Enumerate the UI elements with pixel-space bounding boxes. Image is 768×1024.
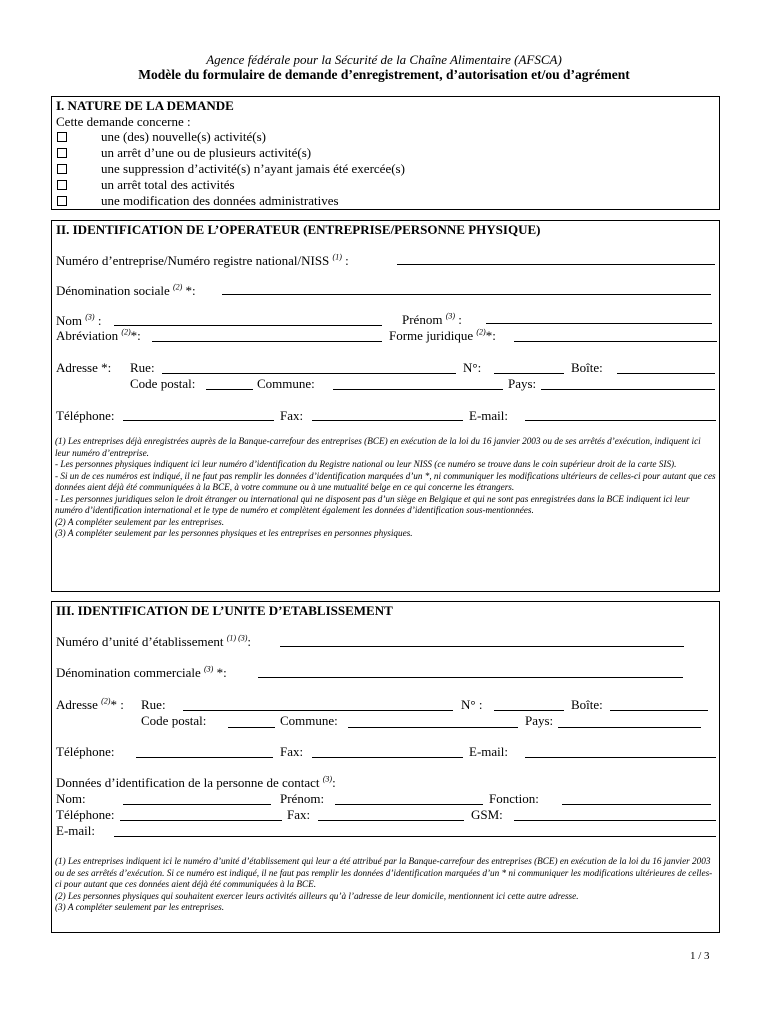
code-postal-field[interactable] (206, 389, 253, 390)
contact-fax-field[interactable] (318, 820, 464, 821)
fax-field[interactable] (312, 420, 463, 421)
abreviation-label: Abréviation $^{(2)}$*: (56, 327, 141, 343)
rue-field[interactable] (183, 710, 453, 711)
footnote: - Les personnes juridiques selon le droit étranger ou international qui ne disposent pas d’un siège en Belgique et qui ne sont pas enregistrées dans la BCE indiquent ici leur numéro d’identification international et le type de numéro et complètent également les données d’identification sous-mentionnées. (55, 493, 690, 515)
footnote: (1) Les entreprises indiquent ici le numéro d’unité d’établissement qui leur a été attribué par la Banque-carrefour des entreprises (BCE) en exécution de la loi du 16 janvier 2003 ou de ses arrêtés d’exécution. Si ce numéro est indiqué, il ne faut pas remplir les données d’identification marquées d’un * ni communiquer les modifications ultérieures de celles-ci pour autant que ces données aient déjà été communiquées à la BCE. (55, 856, 713, 889)
numero-label: N° : (461, 697, 483, 712)
telephone-field[interactable] (136, 757, 273, 758)
commune-field[interactable] (348, 727, 518, 728)
footnote: (2) Les personnes physiques qui souhaitent exercer leurs activités ailleurs qu’à l’adresse de leur domicile, mentionnent ici cette autre adresse. (55, 890, 579, 901)
checkbox-modification-donnees[interactable] (57, 196, 67, 206)
contact-fonction-label: Fonction: (489, 791, 539, 806)
email-label: E-mail: (469, 744, 508, 759)
code-postal-field[interactable] (228, 727, 275, 728)
telephone-field[interactable] (123, 420, 274, 421)
contact-prenom-label: Prénom: (280, 791, 325, 806)
telephone-label: Téléphone: (56, 408, 115, 423)
boite-label: Boîte: (571, 360, 603, 375)
fax-label: Fax: (280, 744, 304, 759)
fax-field[interactable] (312, 757, 463, 758)
commune-field[interactable] (333, 389, 503, 390)
footnote: (2) A compléter seulement par les entreprises. (55, 516, 224, 527)
option-label: un arrêt d’une ou de plusieurs activité(s) (101, 145, 312, 160)
footnote: - Les personnes physiques indiquent ici leur numéro d’identification du Registre national ou leur NISS (ce numéro se trouve dans le coin supérieur droit de la carte SIS). (55, 459, 677, 469)
checkbox-suppression-activite[interactable] (57, 164, 67, 174)
commune-label: Commune: (257, 376, 315, 391)
code-postal-label: Code postal: (141, 713, 207, 728)
numero-field[interactable] (494, 710, 564, 711)
denomination-commerciale-field[interactable] (258, 677, 683, 678)
prenom-label: Prénom $^{(3)}$ : (402, 311, 462, 327)
nom-field[interactable] (114, 325, 382, 326)
abreviation-field[interactable] (152, 341, 382, 342)
numero-label: N°: (463, 360, 482, 375)
numero-entreprise-field[interactable] (397, 264, 715, 265)
nom-label: Nom $^{(3)}$ : (56, 312, 102, 328)
section1-intro: Cette demande concerne : (56, 114, 191, 129)
section2-footnotes (55, 436, 717, 540)
email-field[interactable] (525, 757, 716, 758)
checkbox-arret-activite[interactable] (57, 148, 67, 158)
pays-field[interactable] (541, 389, 715, 390)
pays-label: Pays: (508, 376, 537, 391)
checkbox-nouvelle-activite[interactable] (57, 132, 67, 142)
rue-label: Rue: (141, 697, 166, 712)
section1-title: I. NATURE DE LA DEMANDE (56, 98, 234, 113)
contact-gsm-field[interactable] (514, 820, 716, 821)
pays-field[interactable] (558, 727, 701, 728)
numero-unite-label: Numéro d’unité d’établissement $^{(1) (3)}$: (56, 633, 252, 649)
page-number: 1 / 3 (690, 950, 710, 962)
footnote: (1) Les entreprises déjà enregistrées auprès de la Banque-carrefour des entreprises (BCE) en exécution de la loi du 16 janvier 2003 ou de ses arrêtés d’exécution, indiquent ici leur numéro d’entreprise. (55, 436, 701, 458)
section3-footnotes (55, 856, 717, 914)
email-label: E-mail: (469, 408, 508, 423)
contact-prenom-field[interactable] (335, 804, 483, 805)
rue-label: Rue: (130, 360, 155, 375)
contact-email-field[interactable] (114, 836, 716, 837)
forme-juridique-field[interactable] (514, 341, 717, 342)
contact-fonction-field[interactable] (562, 804, 711, 805)
numero-entreprise-label: Numéro d’entreprise/Numéro registre national/NISS $^{(1)}$ : (56, 252, 349, 268)
code-postal-label: Code postal: (130, 376, 196, 391)
checkbox-arret-total[interactable] (57, 180, 67, 190)
prenom-field[interactable] (486, 323, 712, 324)
option-label: une (des) nouvelle(s) activité(s) (101, 129, 266, 144)
fax-label: Fax: (280, 408, 304, 423)
contact-telephone-field[interactable] (120, 820, 282, 821)
contact-gsm-label: GSM: (471, 807, 503, 822)
contact-telephone-label: Téléphone: (56, 807, 115, 822)
footnote: - Si un de ces numéros est indiqué, il ne faut pas remplir les données d’identification marquées d’un *, ni communiquer les modifications ultérieurs de celles-ci pour autant que ces données aient déjà été communiquées à la BCE, à votre commune ou à une mutualité belge en ce qui concerne les étrangers. (55, 470, 716, 492)
section2-title: II. IDENTIFICATION DE L’OPERATEUR (ENTREPRISE/PERSONNE PHYSIQUE) (56, 222, 541, 237)
contact-section-label: Données d’identification de la personne de contact $^{(3)}$: (56, 774, 336, 790)
denomination-commerciale-label: Dénomination commerciale $^{(3)}$ *: (56, 664, 227, 680)
option-label: une modification des données administratives (101, 193, 339, 208)
email-field[interactable] (525, 420, 716, 421)
denomination-sociale-label: Dénomination sociale $^{(2)}$ *: (56, 282, 196, 298)
footnote: (3) A compléter seulement par les personnes physiques et les entreprises en personnes physiques. (55, 528, 413, 538)
boite-field[interactable] (617, 373, 715, 374)
boite-label: Boîte: (571, 697, 603, 712)
form-title: Modèle du formulaire de demande d’enregistrement, d’autorisation et/ou d’agrément (138, 67, 630, 82)
option-label: une suppression d’activité(s) n’ayant jamais été exercée(s) (101, 161, 405, 176)
adresse-label: Adresse *: (56, 360, 112, 375)
contact-fax-label: Fax: (287, 807, 311, 822)
numero-unite-field[interactable] (280, 646, 684, 647)
contact-nom-label: Nom: (56, 791, 86, 806)
denomination-sociale-field[interactable] (222, 294, 711, 295)
rue-field[interactable] (162, 373, 456, 374)
telephone-label: Téléphone: (56, 744, 115, 759)
forme-juridique-label: Forme juridique $^{(2)}$*: (389, 327, 496, 343)
footnote: (3) A compléter seulement par les entreprises. (55, 902, 224, 912)
numero-field[interactable] (494, 373, 564, 374)
contact-nom-field[interactable] (123, 804, 271, 805)
adresse-label: Adresse $^{(2)}$* : (56, 696, 124, 712)
option-label: un arrêt total des activités (101, 177, 235, 192)
section3-title: III. IDENTIFICATION DE L’UNITE D’ETABLISSEMENT (56, 603, 393, 618)
contact-email-label: E-mail: (56, 823, 95, 838)
pays-label: Pays: (525, 713, 554, 728)
commune-label: Commune: (280, 713, 338, 728)
boite-field[interactable] (610, 710, 708, 711)
agency-name: Agence fédérale pour la Sécurité de la Chaîne Alimentaire (AFSCA) (206, 52, 562, 67)
